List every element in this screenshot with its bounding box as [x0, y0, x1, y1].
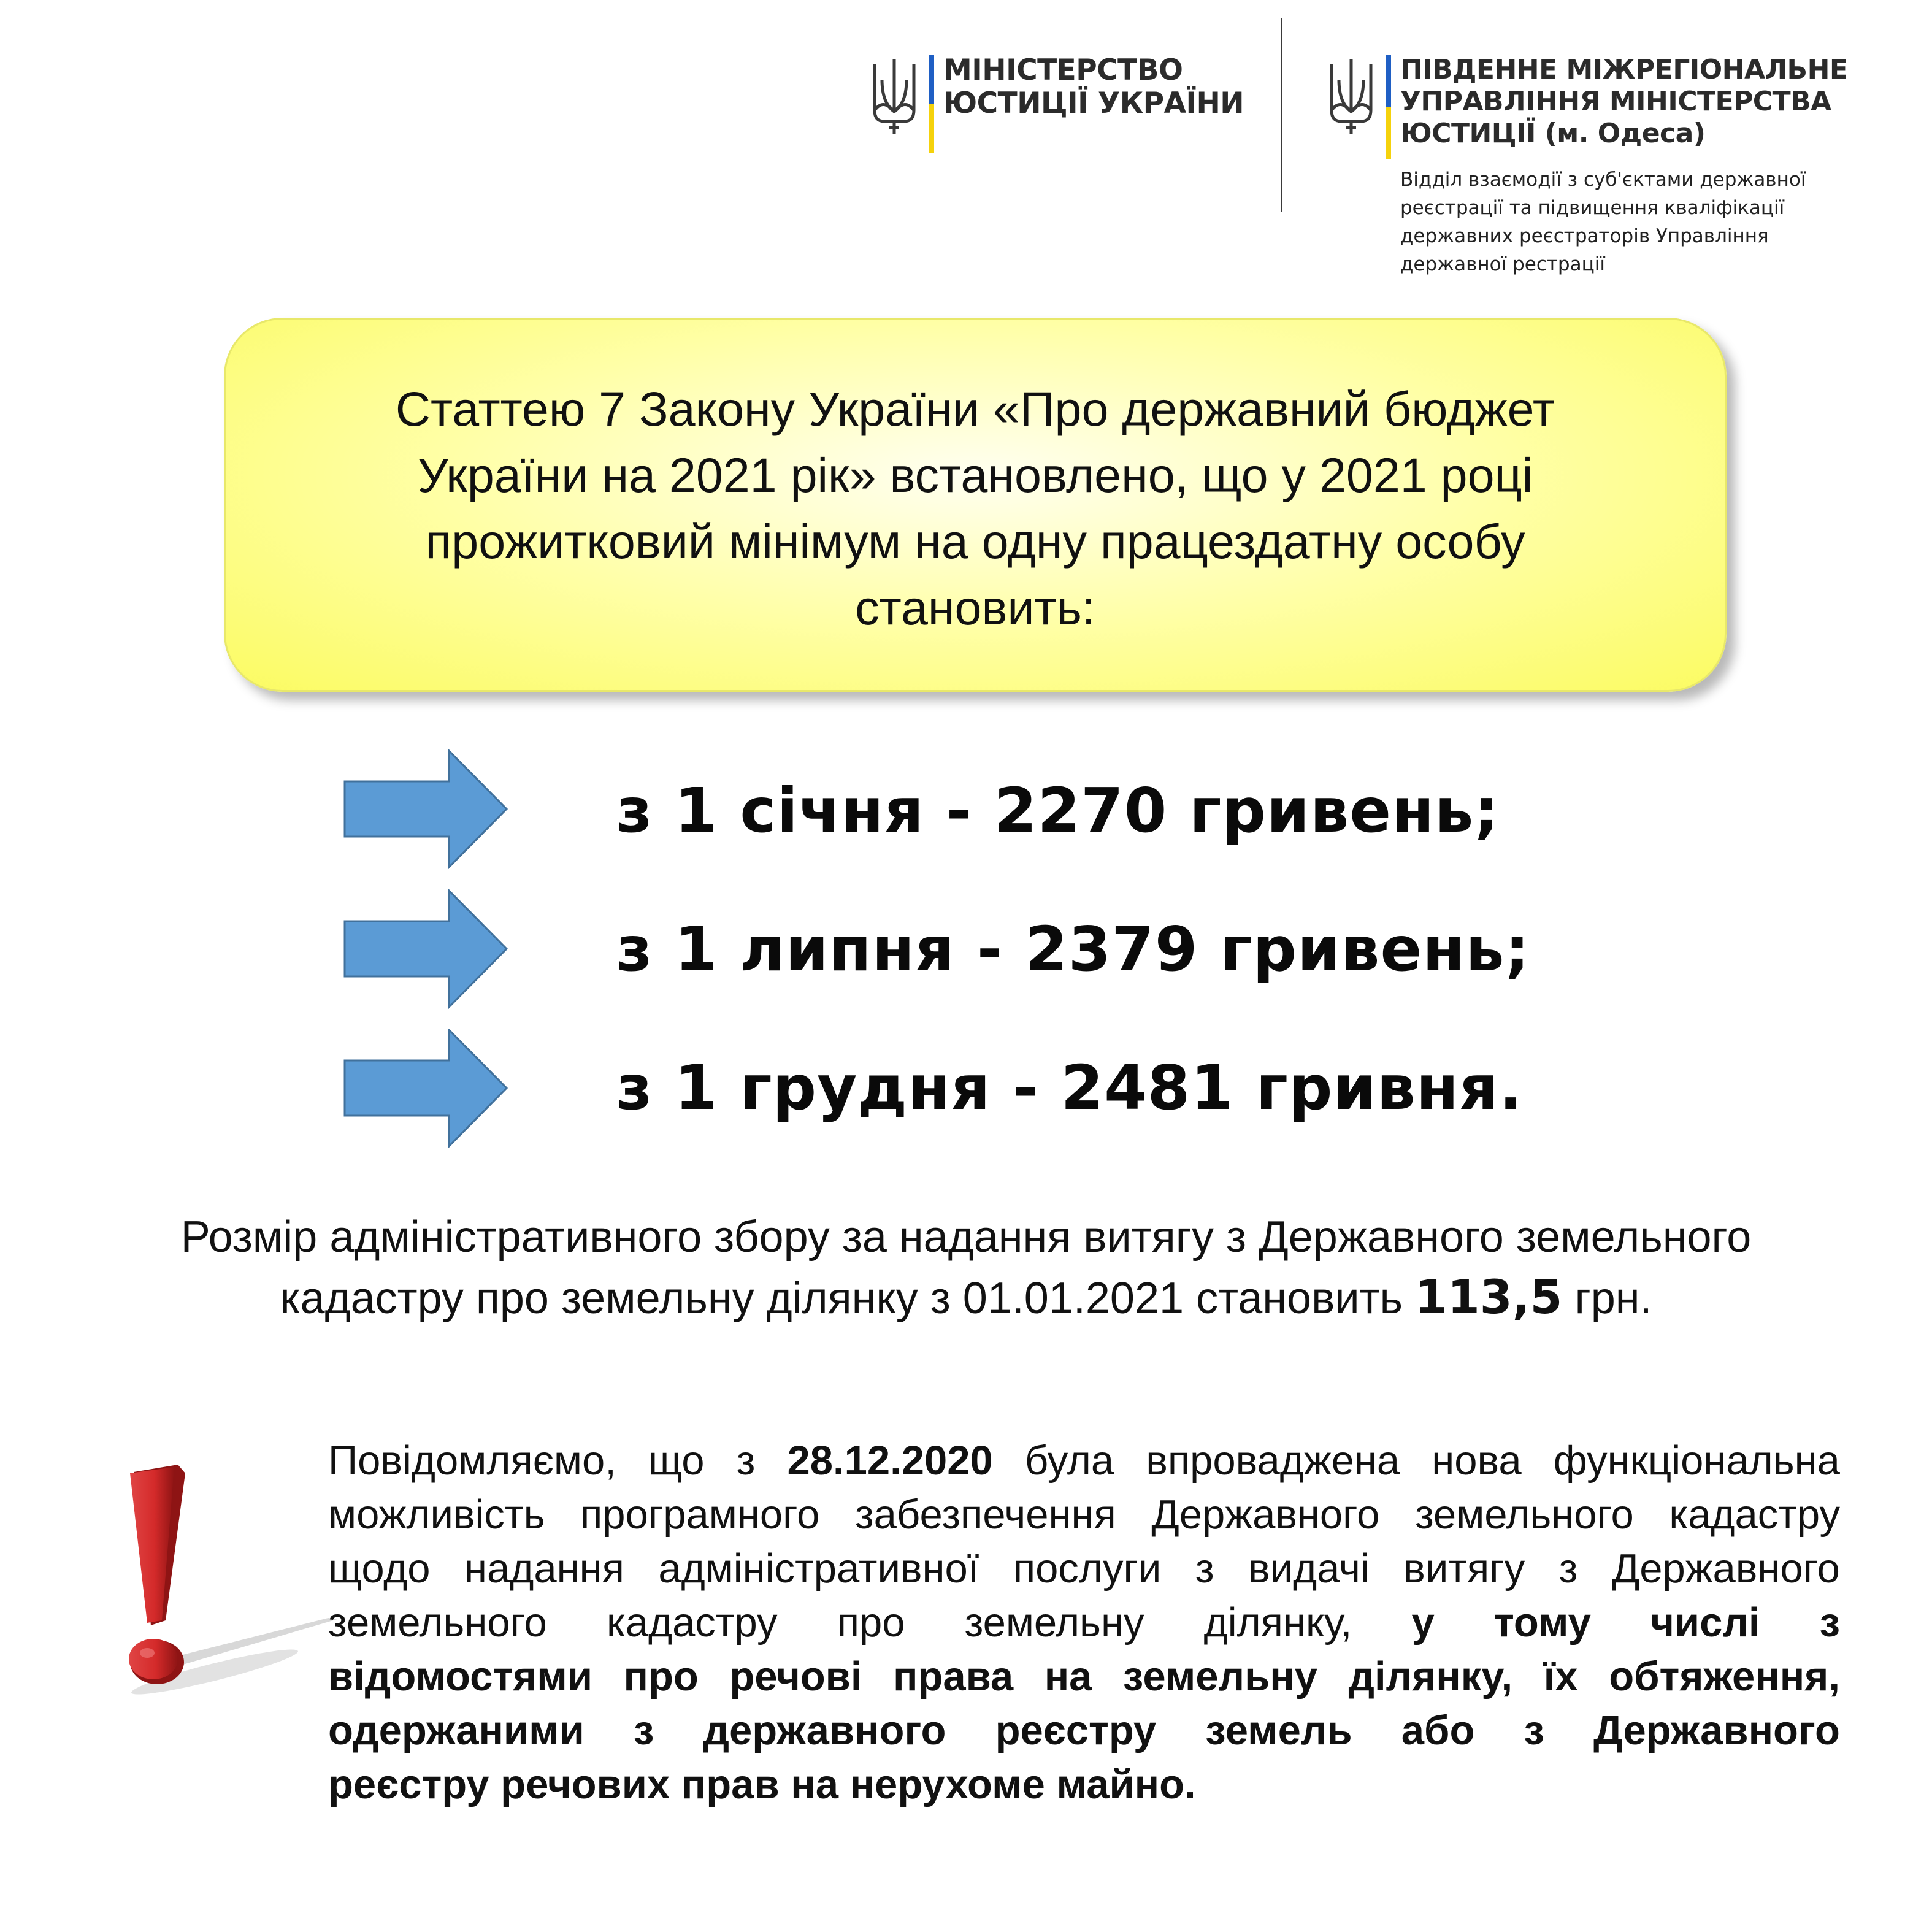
- notice-paragraph: [328, 1434, 1840, 1812]
- notice-word: витягу: [1403, 1546, 1525, 1592]
- notice-word: була: [1024, 1438, 1114, 1484]
- notice-word: що: [648, 1438, 705, 1484]
- ministry-name-line1: МІНІСТЕРСТВО: [943, 53, 1183, 87]
- notice-word: ділянку,: [1203, 1600, 1352, 1646]
- callout-text: [226, 376, 1725, 641]
- regional-name-line2: УПРАВЛІННЯ МІНІСТЕРСТВА: [1400, 86, 1831, 117]
- trident-icon: [871, 55, 918, 136]
- notice-word: обтяження,: [1609, 1654, 1840, 1700]
- notice-word: земельного: [1414, 1492, 1634, 1538]
- notice-word: на: [1044, 1654, 1092, 1700]
- notice-word: адміністративної: [658, 1546, 979, 1592]
- ukraine-flag-bar: [929, 55, 934, 153]
- callout-line: України на 2021 рік» встановлено, що у 2021 році: [417, 448, 1533, 502]
- notice-word: державного: [703, 1708, 946, 1754]
- notice-word: послуги: [1013, 1546, 1162, 1592]
- arrow-right-icon: [343, 1029, 509, 1148]
- notice-word: кадастру: [606, 1600, 778, 1646]
- fee-line1: Розмір адміністративного збору за надання витягу з Державного земельного: [180, 1213, 1752, 1262]
- notice-word: видачі: [1248, 1546, 1370, 1592]
- notice-word: речові: [729, 1654, 862, 1700]
- notice-word: ділянку,: [1348, 1654, 1513, 1700]
- regional-name-line1: ПІВДЕННЕ МІЖРЕГІОНАЛЬНЕ: [1400, 54, 1848, 85]
- notice-line: [328, 1704, 1840, 1758]
- fee-line2-text: кадастру про земельну ділянку з 01.01.2021 становить: [280, 1274, 1416, 1323]
- trident-icon: [1328, 55, 1374, 136]
- department-line: державних реєстраторів Управління: [1400, 225, 1769, 247]
- notice-line: [328, 1650, 1840, 1704]
- callout-line: становить:: [855, 580, 1095, 635]
- notice-word: нова: [1432, 1438, 1522, 1484]
- notice-word: відомостями: [328, 1654, 593, 1700]
- fee-unit: грн.: [1562, 1274, 1652, 1323]
- notice-word: з: [1195, 1546, 1214, 1592]
- notice-word: тому: [1493, 1600, 1591, 1646]
- notice-word: числі: [1650, 1600, 1760, 1646]
- notice-word: програмного: [580, 1492, 820, 1538]
- header-divider: [1281, 18, 1282, 212]
- notice-word: одержаними: [328, 1708, 585, 1754]
- notice-word: земельну: [1122, 1654, 1318, 1700]
- notice-word: з: [634, 1708, 654, 1754]
- notice-line: [328, 1488, 1840, 1542]
- department-name: [1400, 166, 1806, 278]
- notice-word: реєстру: [995, 1708, 1157, 1754]
- exclamation-icon: [123, 1454, 343, 1711]
- notice-word: земель: [1205, 1708, 1352, 1754]
- notice-word: про: [837, 1600, 905, 1646]
- regional-name-line3: ЮСТИЦІЇ (м. Одеса): [1400, 118, 1706, 149]
- rate-july: з 1 липня - 2379 гривень;: [616, 913, 1530, 985]
- notice-word: або: [1401, 1708, 1475, 1754]
- rate-january: з 1 січня - 2270 гривень;: [616, 775, 1500, 846]
- notice-word: можливість: [328, 1492, 545, 1538]
- notice-word: їх: [1543, 1654, 1578, 1700]
- notice-word: Державного: [1611, 1546, 1840, 1592]
- arrow-right-icon: [343, 749, 509, 869]
- notice-word: кадастру: [1669, 1492, 1840, 1538]
- notice-word: функціональна: [1553, 1438, 1840, 1484]
- notice-line: [328, 1542, 1840, 1596]
- notice-word: з: [1558, 1546, 1578, 1592]
- notice-line: [328, 1596, 1840, 1650]
- notice-line-last: реєстру речових прав на нерухоме майно.: [328, 1761, 1196, 1807]
- regional-office-name: [1400, 54, 1847, 150]
- fee-line2: [0, 1267, 1932, 1328]
- notice-word: про: [623, 1654, 699, 1700]
- notice-word: впроваджена: [1146, 1438, 1400, 1484]
- notice-word: з: [1819, 1600, 1840, 1646]
- ukraine-flag-bar: [1386, 55, 1391, 159]
- callout-line: Статтею 7 Закону України «Про державний бюджет: [395, 381, 1555, 436]
- rate-december: з 1 грудня - 2481 гривня.: [616, 1052, 1524, 1124]
- notice-word: з: [1524, 1708, 1544, 1754]
- notice-date: 28.12.2020: [787, 1438, 993, 1484]
- notice-word: Повідомляємо,: [328, 1438, 616, 1484]
- notice-line: [328, 1434, 1840, 1488]
- budget-law-callout: [224, 318, 1727, 692]
- ministry-logo: [871, 49, 1251, 172]
- notice-word: у: [1411, 1600, 1435, 1646]
- callout-line: прожитковий мінімум на одну працездатну особу: [425, 514, 1525, 569]
- notice-word: забезпечення: [854, 1492, 1116, 1538]
- notice-word: права: [892, 1654, 1014, 1700]
- ministry-name-line2: ЮСТИЦІЇ УКРАЇНИ: [943, 86, 1244, 120]
- notice-word: з: [736, 1438, 756, 1484]
- administrative-fee: [0, 1207, 1932, 1328]
- department-line: реєстрації та підвищення кваліфікації: [1400, 197, 1785, 219]
- fee-amount: 113,5: [1415, 1270, 1563, 1324]
- notice-word: щодо: [328, 1546, 431, 1592]
- notice-word: земельну: [964, 1600, 1144, 1646]
- ministry-name: [943, 54, 1244, 120]
- notice-word: Державного: [1151, 1492, 1380, 1538]
- regional-logo: [1328, 49, 1880, 282]
- notice-word: земельного: [328, 1600, 547, 1646]
- department-line: державної рестрації: [1400, 253, 1605, 275]
- department-line: Відділ взаємодії з суб'єктами державної: [1400, 169, 1806, 191]
- notice-word: надання: [464, 1546, 624, 1592]
- arrow-right-icon: [343, 889, 509, 1009]
- notice-word: Державного: [1593, 1708, 1840, 1754]
